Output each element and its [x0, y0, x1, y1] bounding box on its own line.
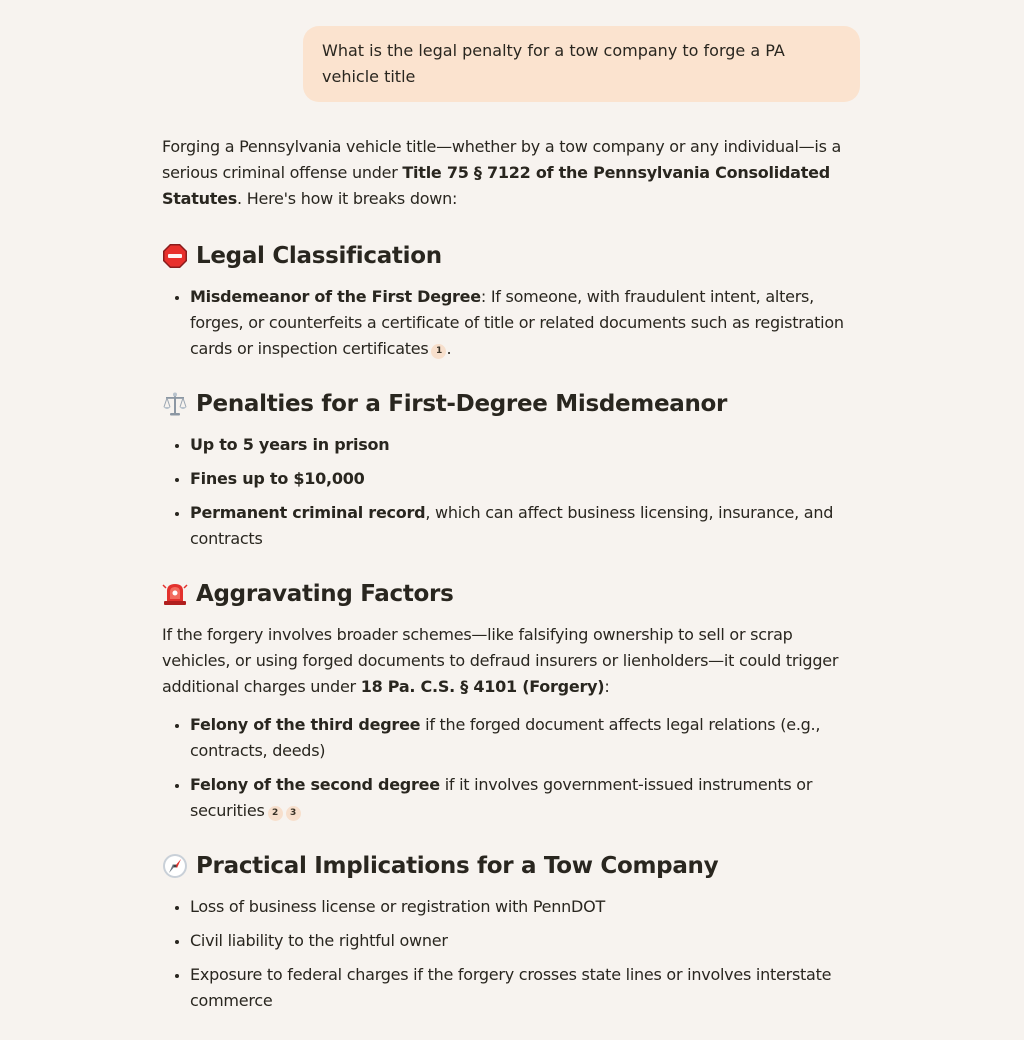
item-bold: Felony of the second degree — [190, 775, 440, 794]
balance-scale-icon — [162, 391, 188, 417]
user-message-text: What is the legal penalty for a tow company to forge a PA vehicle title — [322, 41, 785, 86]
list-item — [190, 432, 862, 458]
intro-statute-bold: Title 75 § 7122 of the Pennsylvania Consolidated Statutes — [162, 163, 830, 208]
section-heading-practical-implications — [162, 850, 862, 882]
paragraph-statute-bold: 18 Pa. C.S. § 4101 (Forgery) — [360, 677, 605, 696]
list-item — [190, 466, 862, 492]
list-item — [190, 894, 862, 920]
item-bold: Fines up to $10,000 — [190, 469, 365, 488]
list-item — [190, 284, 862, 362]
section-heading-legal-classification — [162, 240, 862, 272]
item-text: if the forged document affects legal relations (e.g., contracts, deeds) — [190, 715, 821, 760]
user-message-bubble — [303, 26, 860, 102]
item-text: Loss of business license or registration with PennDOT — [190, 897, 605, 916]
section-heading-text: Practical Implications for a Tow Company — [196, 853, 719, 879]
item-bold: Felony of the third degree — [190, 715, 421, 734]
item-text: : If someone, with fraudulent intent, alters, forges, or counterfeits a certificate of title or related documents such as registration cards or inspection certificates — [190, 287, 844, 358]
paragraph-text-end: : — [604, 677, 610, 696]
list-item — [190, 928, 862, 954]
item-bold: Permanent criminal record — [190, 503, 426, 522]
intro-text-end: . Here's how it breaks down: — [237, 189, 458, 208]
aggravating-paragraph — [162, 622, 862, 700]
aggravating-list — [162, 712, 862, 824]
item-text: Civil liability to the rightful owner — [190, 931, 448, 950]
section-heading-text: Penalties for a First-Degree Misdemeanor — [196, 391, 728, 417]
item-text: , which can affect business licensing, insurance, and contracts — [190, 503, 834, 548]
section-heading-penalties — [162, 388, 862, 420]
list-item — [190, 712, 862, 764]
list-item — [190, 772, 862, 824]
item-text-end: . — [446, 339, 452, 358]
intro-text: Forging a Pennsylvania vehicle title—whether by a tow company or any individual—is a serious criminal offense under — [162, 137, 842, 182]
citation-badge[interactable]: 2 — [268, 806, 283, 821]
penalties-list — [162, 432, 862, 552]
legal-classification-list — [162, 284, 862, 362]
list-item — [190, 500, 862, 552]
assistant-response — [162, 134, 862, 1022]
intro-paragraph — [162, 134, 862, 212]
item-bold: Up to 5 years in prison — [190, 435, 390, 454]
item-text: if it involves government-issued instruments or securities — [190, 775, 813, 820]
practical-implications-list — [162, 894, 862, 1014]
item-bold: Misdemeanor of the First Degree — [190, 287, 481, 306]
item-text: Exposure to federal charges if the forgery crosses state lines or involves interstate commerce — [190, 965, 832, 1010]
stop-sign-icon — [162, 243, 188, 269]
paragraph-text: If the forgery involves broader schemes—like falsifying ownership to sell or scrap vehicles, or using forged documents to defraud insurers or lienholders—it could trigger additional charges under — [162, 625, 839, 696]
compass-icon — [162, 853, 188, 879]
list-item — [190, 962, 862, 1014]
section-heading-aggravating-factors — [162, 578, 862, 610]
section-heading-text: Legal Classification — [196, 243, 442, 269]
citation-badge[interactable]: 3 — [286, 806, 301, 821]
section-heading-text: Aggravating Factors — [196, 581, 454, 607]
citation-badge[interactable]: 1 — [431, 344, 446, 359]
police-light-icon — [162, 581, 188, 607]
